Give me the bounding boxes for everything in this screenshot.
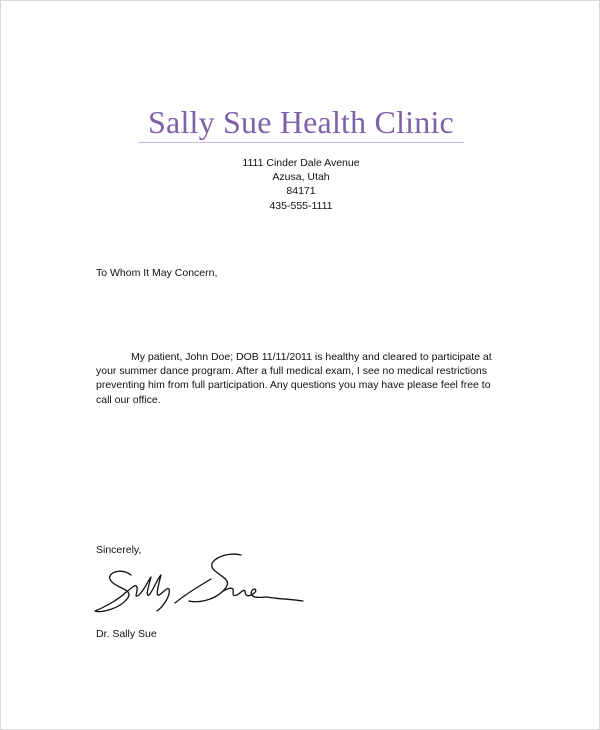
body-line: call our office. (96, 393, 161, 406)
body-line: My patient, John Doe; DOB 11/11/2011 is healthy and cleared to participate at (131, 351, 492, 363)
clinic-address (1, 156, 600, 213)
clinic-name-heading: Sally Sue Health Clinic (148, 104, 454, 140)
address-city-state: Azusa, Utah (272, 171, 330, 184)
address-phone: 435-555-1111 (269, 199, 333, 212)
salutation: To Whom It May Concern, (96, 267, 218, 279)
title-underline (138, 142, 464, 143)
handwritten-signature (91, 549, 311, 624)
body-line: preventing him from full participation. Any questions you may have please feel free to (96, 379, 491, 392)
body-line: your summer dance program. After a full medical exam, I see no medical restrictions (96, 365, 487, 378)
address-street: 1111 Cinder Dale Avenue (242, 157, 360, 169)
address-zip: 84171 (286, 185, 316, 198)
letter-body (96, 350, 506, 407)
closing: Sincerely, (96, 544, 142, 556)
signer-name: Dr. Sally Sue (96, 628, 157, 640)
